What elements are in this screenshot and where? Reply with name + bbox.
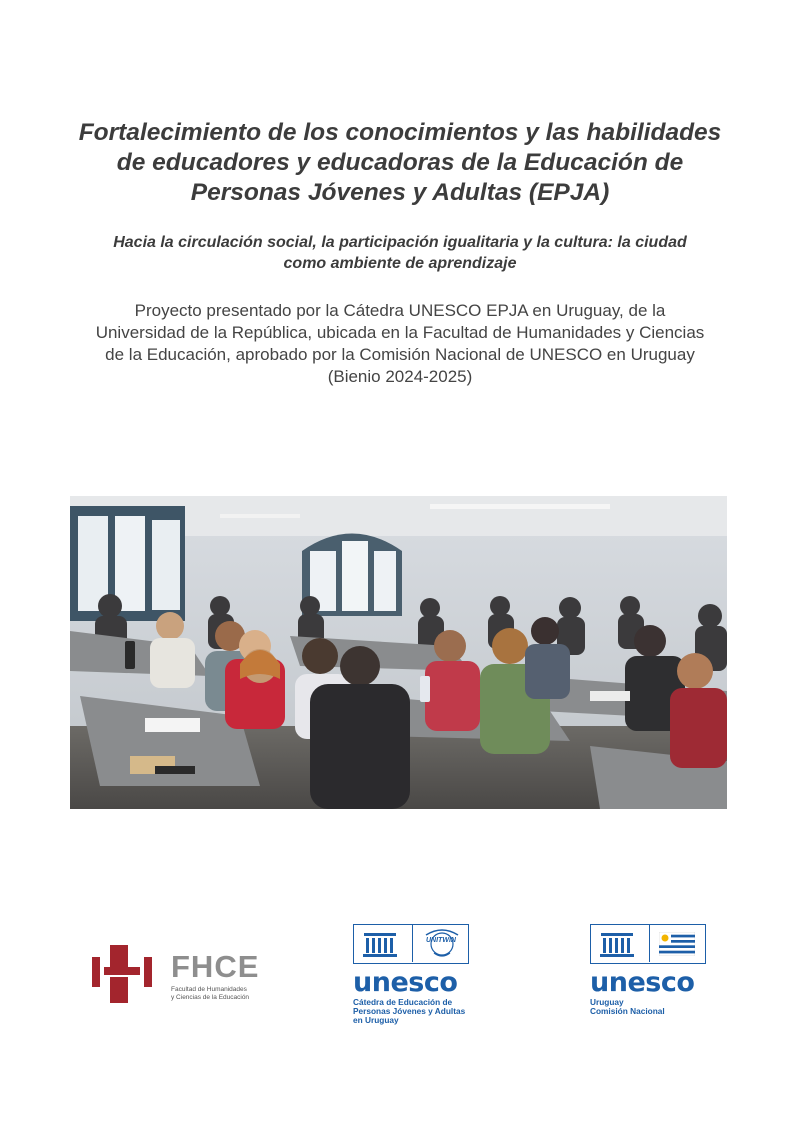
title-line: Fortalecimiento de los conocimientos y las habilidades	[78, 119, 722, 146]
title-line: de educadores y educadoras de la Educación de	[116, 149, 684, 176]
document-subtitle	[50, 232, 750, 274]
unesco-temple-icon	[360, 927, 400, 963]
description-line: Universidad de la República, ubicada en la Facultad de Humanidades y Ciencias	[95, 323, 705, 342]
fhce-mark-icon	[92, 945, 162, 1003]
unesco-comision-emblem	[590, 924, 706, 964]
unesco-wordmark: unesco	[353, 967, 458, 998]
unesco-catedra-emblem	[353, 924, 469, 964]
uruguay-flag-icon	[659, 932, 695, 956]
description-line: Proyecto presentado por la Cátedra UNESCO EPJA en Uruguay, de la	[134, 301, 666, 320]
fhce-sub-line: Facultad de Humanidades	[171, 986, 247, 993]
unesco-comision-logo	[590, 924, 706, 1016]
project-description	[40, 300, 760, 388]
fhce-logo	[92, 945, 262, 1005]
unesco-wordmark: unesco	[590, 967, 695, 998]
classroom-photo	[70, 496, 727, 809]
description-line: (Bienio 2024-2025)	[327, 367, 473, 386]
unitwin-label: UNITWIN	[426, 937, 456, 944]
title-line: Personas Jóvenes y Adultas (EPJA)	[190, 179, 610, 206]
catedra-sub-line: en Uruguay	[353, 1015, 399, 1025]
comision-sub-line: Uruguay	[590, 997, 624, 1007]
description-line: de la Educación, aprobado por la Comisión Nacional de UNESCO en Uruguay	[105, 345, 695, 364]
document-title	[40, 118, 760, 208]
unitwin-icon	[416, 927, 468, 961]
catedra-sub-line: Personas Jóvenes y Adultas	[353, 1006, 466, 1016]
fhce-wordmark: FHCE	[171, 949, 260, 984]
comision-sub-line: Comisión Nacional	[590, 1006, 665, 1016]
unesco-temple-icon	[597, 927, 637, 963]
subtitle-line: Hacia la circulación social, la participación igualitaria y la cultura: la ciudad	[113, 234, 687, 251]
window	[70, 506, 185, 621]
catedra-sub-line: Cátedra de Educación de	[353, 997, 453, 1007]
fhce-sub-line: y Ciencias de la Educación	[171, 993, 250, 1001]
unesco-catedra-logo	[353, 924, 469, 1025]
fhce-subtitle	[171, 986, 281, 1001]
subtitle-line: como ambiente de aprendizaje	[283, 255, 517, 272]
